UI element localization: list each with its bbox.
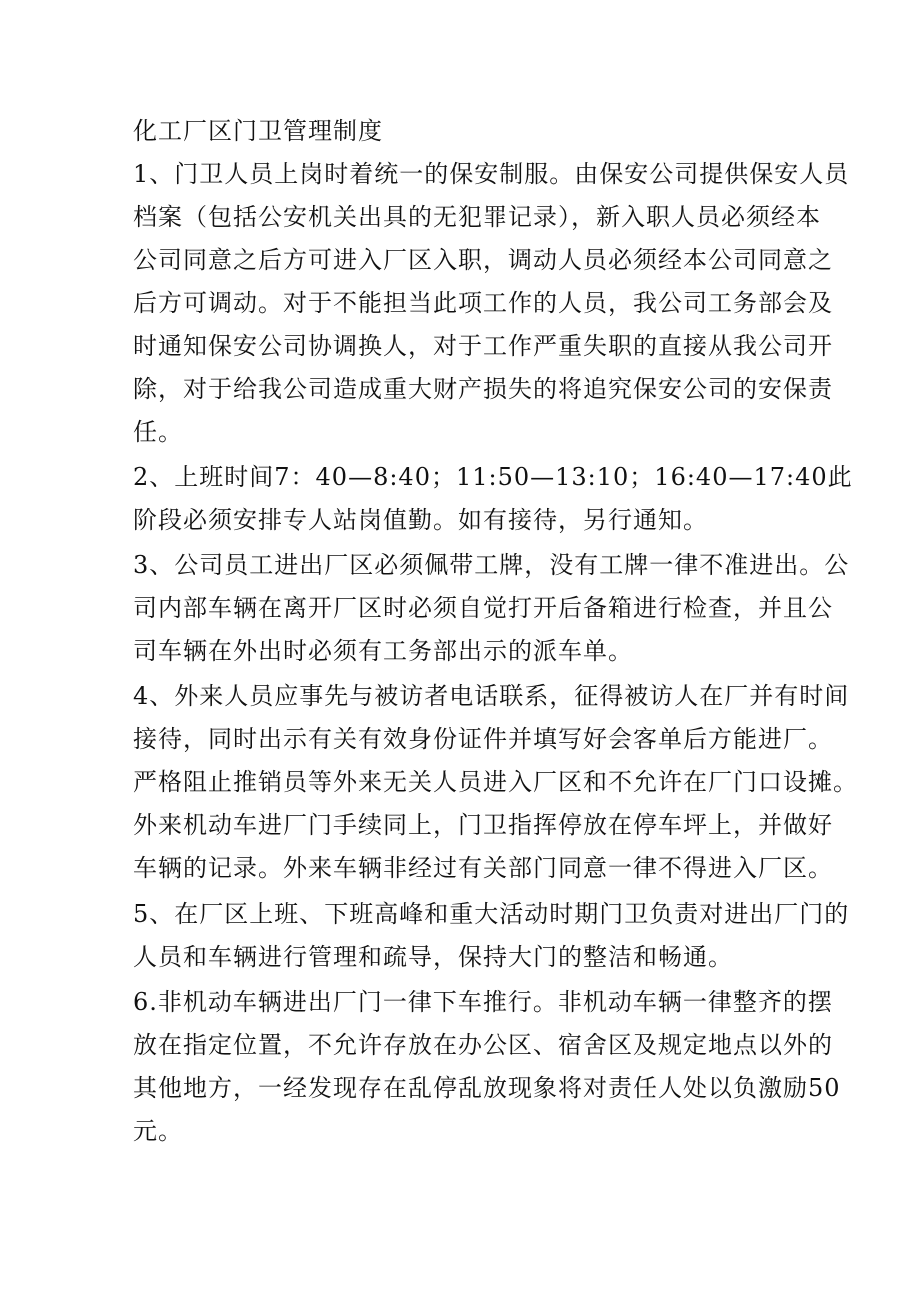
text-line: 阶段必须安排专人站岗值勤。如有接待，另行通知。 — [133, 506, 708, 534]
text-line: 放在指定位置，不允许存放在办公区、宿舍区及规定地点以外的 — [133, 1031, 833, 1059]
text-line: 司内部车辆在离开厂区时必须自觉打开后备箱进行检查，并且公 — [133, 594, 833, 622]
text-line: 车辆的记录。外来车辆非经过有关部门同意一律不得进入厂区。 — [133, 854, 833, 882]
text-line: 3、公司员工进出厂区必须佩带工牌，没有工牌一律不准进出。公 — [133, 551, 850, 579]
text-line: 接待，同时出示有关有效身份证件并填写好会客单后方能进厂。 — [133, 725, 833, 753]
rule-paragraph-6 — [133, 981, 841, 1153]
text-line: 严格阻止推销员等外来无关人员进入厂区和不允许在厂门口设摊。 — [133, 768, 858, 796]
text-line: 6.非机动车辆进出厂门一律下车推行。非机动车辆一律整齐的摆 — [133, 988, 833, 1016]
text-line: 档案（包括公安机关出具的无犯罪记录），新入职人员必须经本 — [133, 203, 821, 231]
text-line: 5、在厂区上班、下班高峰和重大活动时期门卫负责对进出厂门的 — [133, 900, 850, 928]
text-line: 除，对于给我公司造成重大财产损失的将追究保安公司的安保责 — [133, 375, 833, 403]
text-line: 外来机动车进厂门手续同上，门卫指挥停放在停车坪上，并做好 — [133, 811, 833, 839]
text-line: 元。 — [133, 1117, 183, 1145]
document-title: 化工厂区门卫管理制度 — [133, 117, 383, 145]
rule-paragraph-4 — [133, 675, 858, 890]
rule-paragraph-2 — [133, 456, 853, 542]
text-line: 4、外来人员应事先与被访者电话联系，征得被访人在厂并有时间 — [133, 682, 850, 710]
text-line: 人员和车辆进行管理和疏导，保持大门的整洁和畅通。 — [133, 943, 733, 971]
rule-paragraph-5 — [133, 893, 850, 979]
text-line: 2、上班时间7：40—8:40；11:50—13:10；16:40—17:40此 — [133, 463, 853, 491]
text-line: 时通知保安公司协调换人，对于工作严重失职的直接从我公司开 — [133, 332, 833, 360]
text-line: 任。 — [133, 418, 183, 446]
rule-paragraph-1 — [133, 153, 850, 454]
text-line: 其他地方，一经发现存在乱停乱放现象将对责任人处以负激励50 — [133, 1074, 841, 1102]
text-line: 司车辆在外出时必须有工务部出示的派车单。 — [133, 637, 633, 665]
document-body — [133, 110, 858, 1153]
text-line: 1、门卫人员上岗时着统一的保安制服。由保安公司提供保安人员 — [133, 160, 850, 188]
text-line: 公司同意之后方可进入厂区入职，调动人员必须经本公司同意之 — [133, 246, 833, 274]
text-line: 后方可调动。对于不能担当此项工作的人员，我公司工务部会及 — [133, 289, 833, 317]
rule-paragraph-3 — [133, 544, 850, 673]
